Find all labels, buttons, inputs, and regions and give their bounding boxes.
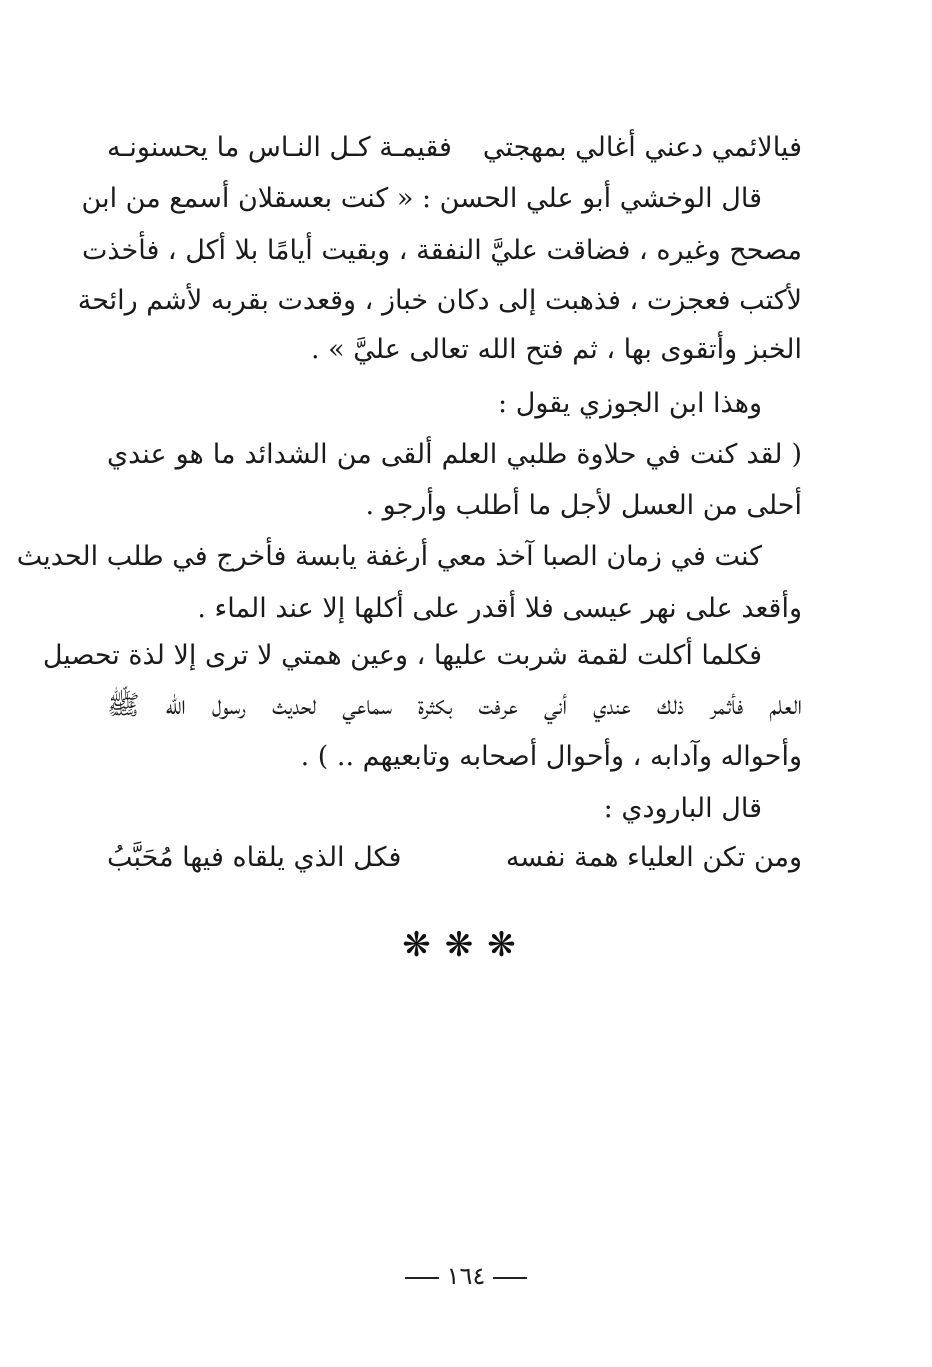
page-number-right-dash xyxy=(493,1277,527,1279)
paragraph-line: العلم فأثمر ذلك عندي أني عرفت بكثرة سماعي لحديث رسول الله ﷺ xyxy=(107,690,802,721)
paragraph-line: لأكتب فعجزت ، فذهبت إلى دكان خباز ، وقعدت بقربه لأشم رائحة xyxy=(77,285,802,316)
page-number xyxy=(0,1262,932,1290)
paragraph-line: فكلما أكلت لقمة شربت عليها ، وعين همتي لا ترى إلا لذة تحصيل xyxy=(42,640,762,671)
paragraph-line: كنت في زمان الصبا آخذ معي أرغفة يابسة فأخرج في طلب الحديث xyxy=(16,541,762,572)
paragraph-line: وهذا ابن الجوزي يقول : xyxy=(498,388,762,419)
verse-1-first-hemistich: فيالائمي دعني أغالي بمهجتي xyxy=(482,132,802,163)
verse-1-second-hemistich: فقيمـة كـل النـاس ما يحسنونـه xyxy=(107,132,452,163)
paragraph-line: وأقعد على نهر عيسى فلا أقدر على أكلها إلا عند الماء . xyxy=(197,593,802,624)
page-number-left-dash xyxy=(405,1277,439,1279)
page-number-text: ١٦٤ xyxy=(446,1262,486,1290)
paragraph-line: قال البارودي : xyxy=(603,793,762,824)
verse-2-second-hemistich: فكل الذي يلقاه فيها مُحَبَّبُ xyxy=(107,842,402,873)
paragraph-line: ( لقد كنت في حلاوة طلبي العلم ألقى من الشدائد ما هو عندي xyxy=(107,439,802,470)
verse-line-1 xyxy=(107,128,802,168)
verse-line-2 xyxy=(107,838,802,878)
paragraph-line: قال الوخشي أبو علي الحسن : « كنت بعسقلان أسمع من ابن xyxy=(81,183,762,214)
section-ornament: ❋❋❋ xyxy=(402,925,530,965)
verse-2-first-hemistich: ومن تكن العلياء همة نفسه xyxy=(505,842,802,873)
paragraph-line: أحلى من العسل لأجل ما أطلب وأرجو . xyxy=(365,490,802,521)
paragraph-line: مصحح وغيره ، فضاقت عليَّ النفقة ، وبقيت أيامًا بلا أكل ، فأخذت xyxy=(81,235,802,266)
paragraph-line: الخبز وأتقوى بها ، ثم فتح الله تعالى عليَّ » . xyxy=(311,334,802,365)
paragraph-line: وأحواله وآدابه ، وأحوال أصحابه وتابعيهم .. ) . xyxy=(300,741,802,772)
